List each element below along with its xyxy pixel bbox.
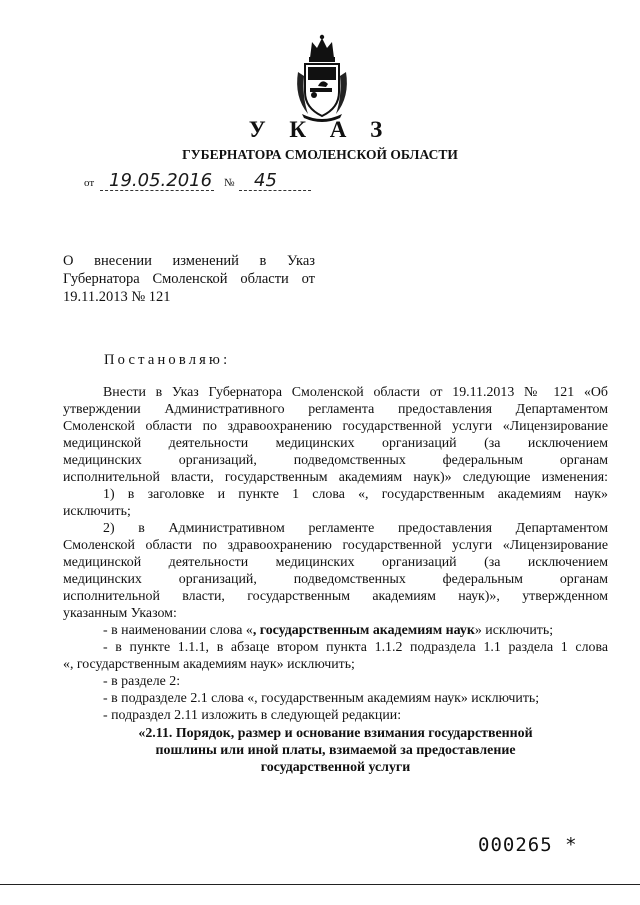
document-body xyxy=(63,384,608,776)
body-line: «, государственным академиям наук» исключить; xyxy=(63,657,355,672)
date-handwritten: 19.05.2016 xyxy=(109,170,213,191)
body-line: Смоленской области по здравоохранению государственной услуги «Лицензирование xyxy=(63,419,608,434)
item-1-paragraph xyxy=(63,486,608,520)
date-underline xyxy=(100,190,214,191)
number-handwritten: 45 xyxy=(254,170,277,191)
body-text: - в наименовании слова « xyxy=(103,623,253,638)
body-line: Внести в Указ Губернатора Смоленской области от 19.11.2013 № 121 «Об xyxy=(103,385,608,400)
intro-paragraph xyxy=(63,384,608,486)
dash-item: - подраздел 2.11 изложить в следующей редакции: xyxy=(103,708,402,723)
reference-line: 19.11.2013 № 121 xyxy=(63,289,171,305)
body-line: - в пункте 1.1.1, в абзаце втором пункта 1.1.2 подраздела 1.1 раздела 1 слова xyxy=(103,640,608,655)
dash-item: - в подразделе 2.1 слова «, государственным академиям наук» исключить; xyxy=(103,691,540,706)
document-subtitle: ГУБЕРНАТОРА СМОЛЕНСКОЙ ОБЛАСТИ xyxy=(182,147,458,162)
body-line: указанным Указом: xyxy=(63,606,177,621)
bottom-rule xyxy=(0,884,640,885)
section-heading-line: государственной услуги xyxy=(260,760,411,775)
body-line: утверждении Административного регламента предоставления Департаментом xyxy=(63,402,608,417)
document-title: У К А З xyxy=(248,117,392,142)
body-line: исполнительной власти, государственным академиям наук)», утвержденном xyxy=(63,589,608,604)
dash-item: - в разделе 2: xyxy=(103,674,181,689)
body-line: медицинских организаций, подведомственных федеральным органам xyxy=(63,572,608,587)
date-prefix: от xyxy=(84,177,95,189)
date-number-line xyxy=(84,170,324,194)
section-heading-line: «2.11. Порядок, размер и основание взимания государственной xyxy=(138,726,533,741)
serial-number: 000265 * xyxy=(478,834,578,856)
item-2-paragraph xyxy=(63,520,608,622)
body-line: 1) в заголовке и пункте 1 слова «, государственным академиям наук» xyxy=(103,487,608,502)
number-underline xyxy=(239,190,311,191)
body-line: медицинской деятельности медицинских организаций (за исключением xyxy=(63,555,608,570)
coat-of-arms-emblem xyxy=(292,32,352,122)
bold-phrase: , государственным академиям наук xyxy=(252,623,475,638)
body-line: медицинской деятельности медицинских организаций (за исключением xyxy=(63,436,608,451)
body-line: 2) в Административном регламенте предоставления Департаментом xyxy=(103,521,608,536)
reference-line: Губернатора Смоленской области от xyxy=(63,271,315,287)
body-line: исключить; xyxy=(63,504,131,519)
section-heading xyxy=(63,725,608,776)
body-line: медицинских организаций, подведомственных федеральным органам xyxy=(63,453,608,468)
body-line: исполнительной власти, государственным академиям наук)» следующие изменения: xyxy=(63,470,608,485)
decree-word: Постановляю: xyxy=(104,352,231,368)
body-text: » исключить; xyxy=(474,623,554,638)
number-prefix: № xyxy=(224,177,235,189)
body-line: Смоленской области по здравоохранению государственной услуги «Лицензирование xyxy=(63,538,608,553)
dash-item xyxy=(63,622,608,639)
reference-line: О внесении изменений в Указ xyxy=(63,253,315,269)
dash-item xyxy=(63,639,608,673)
subject-reference xyxy=(63,252,315,306)
section-heading-line: пошлины или иной платы, взимаемой за предоставление xyxy=(155,743,516,758)
